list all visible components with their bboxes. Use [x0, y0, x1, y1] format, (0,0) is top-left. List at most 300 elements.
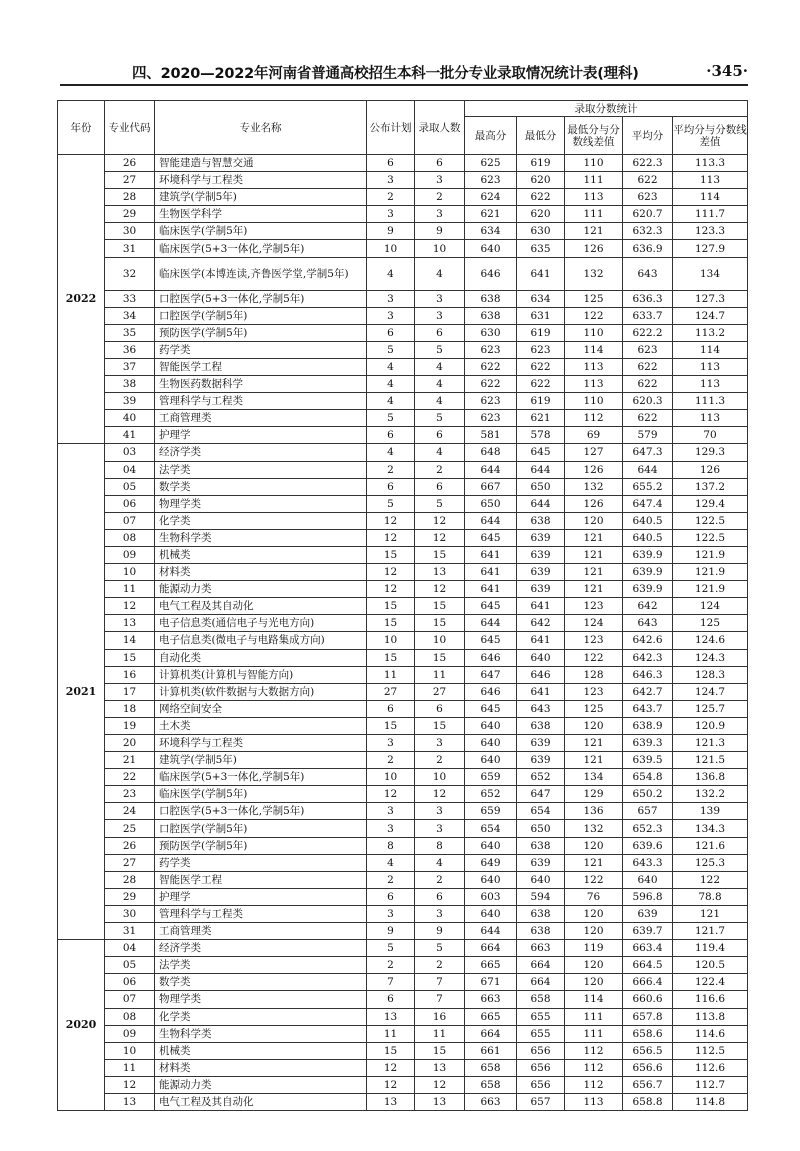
name-cell: 护理学: [155, 888, 367, 905]
table-row: [58, 615, 748, 632]
avg-cell: 620.3: [623, 393, 673, 410]
avg-cell: 640: [623, 871, 673, 888]
avg-diff-cell: 134.3: [673, 820, 748, 837]
admitted-cell: 4: [415, 376, 465, 393]
name-cell: 数学类: [155, 974, 367, 991]
avg-diff-cell: 125.7: [673, 700, 748, 717]
name-cell: 能源动力类: [155, 581, 367, 598]
min-cell: 641: [517, 632, 565, 649]
min-diff-cell: 113: [565, 1093, 623, 1110]
avg-cell: 647.4: [623, 495, 673, 512]
plan-cell: 2: [367, 752, 415, 769]
name-cell: 经济学类: [155, 444, 367, 461]
code-cell: 27: [105, 172, 155, 189]
avg-cell: 633.7: [623, 307, 673, 324]
min-diff-cell: 126: [565, 495, 623, 512]
admitted-cell: 5: [415, 940, 465, 957]
avg-cell: 622: [623, 376, 673, 393]
plan-cell: 4: [367, 393, 415, 410]
min-cell: 594: [517, 888, 565, 905]
col-min-header: 最低分: [517, 117, 565, 155]
plan-cell: 12: [367, 512, 415, 529]
admitted-cell: 10: [415, 240, 465, 257]
avg-diff-cell: 121.6: [673, 837, 748, 854]
max-cell: 663: [465, 991, 517, 1008]
avg-cell: 579: [623, 427, 673, 444]
min-diff-cell: 111: [565, 1025, 623, 1042]
min-diff-cell: 111: [565, 172, 623, 189]
name-cell: 口腔医学(5+3一体化,学制5年): [155, 803, 367, 820]
name-cell: 生物科学类: [155, 1025, 367, 1042]
min-diff-cell: 126: [565, 240, 623, 257]
admitted-cell: 15: [415, 649, 465, 666]
min-cell: 578: [517, 427, 565, 444]
min-diff-cell: 121: [565, 854, 623, 871]
table-row: [58, 581, 748, 598]
min-diff-cell: 76: [565, 888, 623, 905]
min-diff-cell: 121: [565, 564, 623, 581]
plan-cell: 3: [367, 307, 415, 324]
min-cell: 664: [517, 974, 565, 991]
min-diff-cell: 121: [565, 546, 623, 563]
admitted-cell: 6: [415, 888, 465, 905]
code-cell: 07: [105, 512, 155, 529]
name-cell: 材料类: [155, 1059, 367, 1076]
admitted-cell: 6: [415, 700, 465, 717]
max-cell: 645: [465, 598, 517, 615]
code-cell: 04: [105, 461, 155, 478]
table-row: [58, 752, 748, 769]
avg-cell: 650.2: [623, 786, 673, 803]
avg-diff-cell: 113: [673, 172, 748, 189]
plan-cell: 9: [367, 923, 415, 940]
name-cell: 化学类: [155, 1008, 367, 1025]
min-cell: 638: [517, 512, 565, 529]
table-row: [58, 683, 748, 700]
code-cell: 08: [105, 529, 155, 546]
avg-cell: 638.9: [623, 717, 673, 734]
max-cell: 641: [465, 581, 517, 598]
min-diff-cell: 128: [565, 666, 623, 683]
admitted-cell: 5: [415, 495, 465, 512]
name-cell: 临床医学(本博连读,齐鲁医学堂,学制5年): [155, 257, 367, 290]
avg-cell: 655.2: [623, 478, 673, 495]
code-cell: 09: [105, 1025, 155, 1042]
page-number: ·345·: [706, 62, 748, 80]
min-cell: 645: [517, 444, 565, 461]
min-cell: 639: [517, 581, 565, 598]
plan-cell: 4: [367, 444, 415, 461]
avg-cell: 622: [623, 410, 673, 427]
max-cell: 646: [465, 257, 517, 290]
avg-diff-cell: 122.5: [673, 529, 748, 546]
admitted-cell: 10: [415, 769, 465, 786]
plan-cell: 2: [367, 957, 415, 974]
avg-diff-cell: 124.7: [673, 683, 748, 700]
table-row: [58, 172, 748, 189]
admitted-cell: 3: [415, 172, 465, 189]
code-cell: 11: [105, 581, 155, 598]
code-cell: 18: [105, 700, 155, 717]
avg-diff-cell: 114.6: [673, 1025, 748, 1042]
max-cell: 663: [465, 1093, 517, 1110]
min-cell: 650: [517, 820, 565, 837]
name-cell: 建筑学(学制5年): [155, 752, 367, 769]
avg-diff-cell: 123.3: [673, 223, 748, 240]
table-row: [58, 189, 748, 206]
table-row: [58, 632, 748, 649]
admitted-cell: 13: [415, 1059, 465, 1076]
admitted-cell: 11: [415, 1025, 465, 1042]
code-cell: 08: [105, 1008, 155, 1025]
plan-cell: 15: [367, 717, 415, 734]
avg-diff-cell: 78.8: [673, 888, 748, 905]
max-cell: 648: [465, 444, 517, 461]
admitted-cell: 3: [415, 803, 465, 820]
table-row: [58, 155, 748, 172]
min-diff-cell: 123: [565, 632, 623, 649]
min-diff-cell: 120: [565, 905, 623, 922]
name-cell: 经济学类: [155, 940, 367, 957]
max-cell: 638: [465, 290, 517, 307]
min-cell: 641: [517, 598, 565, 615]
avg-diff-cell: 121.3: [673, 735, 748, 752]
plan-cell: 4: [367, 376, 415, 393]
avg-cell: 632.3: [623, 223, 673, 240]
max-cell: 645: [465, 632, 517, 649]
min-cell: 622: [517, 376, 565, 393]
max-cell: 581: [465, 427, 517, 444]
name-cell: 口腔医学(学制5年): [155, 820, 367, 837]
admitted-cell: 4: [415, 358, 465, 375]
code-cell: 40: [105, 410, 155, 427]
max-cell: 640: [465, 752, 517, 769]
avg-cell: 643.7: [623, 700, 673, 717]
code-cell: 05: [105, 957, 155, 974]
plan-cell: 2: [367, 871, 415, 888]
admitted-cell: 8: [415, 837, 465, 854]
max-cell: 623: [465, 172, 517, 189]
code-cell: 25: [105, 820, 155, 837]
min-diff-cell: 110: [565, 155, 623, 172]
avg-cell: 666.4: [623, 974, 673, 991]
name-cell: 机械类: [155, 546, 367, 563]
min-cell: 619: [517, 324, 565, 341]
table-row: [58, 341, 748, 358]
min-cell: 646: [517, 666, 565, 683]
table-row: [58, 1076, 748, 1093]
avg-diff-cell: 112.7: [673, 1076, 748, 1093]
avg-diff-cell: 129.4: [673, 495, 748, 512]
code-cell: 28: [105, 189, 155, 206]
avg-diff-cell: 111.7: [673, 206, 748, 223]
min-diff-cell: 122: [565, 307, 623, 324]
min-diff-cell: 122: [565, 871, 623, 888]
plan-cell: 6: [367, 427, 415, 444]
avg-diff-cell: 70: [673, 427, 748, 444]
admitted-cell: 3: [415, 820, 465, 837]
code-cell: 26: [105, 155, 155, 172]
avg-diff-cell: 113.2: [673, 324, 748, 341]
avg-diff-cell: 127.3: [673, 290, 748, 307]
plan-cell: 4: [367, 358, 415, 375]
name-cell: 智能医学工程: [155, 871, 367, 888]
min-diff-cell: 121: [565, 752, 623, 769]
name-cell: 工商管理类: [155, 410, 367, 427]
avg-diff-cell: 122.4: [673, 974, 748, 991]
avg-cell: 620.7: [623, 206, 673, 223]
plan-cell: 15: [367, 615, 415, 632]
min-cell: 620: [517, 206, 565, 223]
avg-diff-cell: 120.5: [673, 957, 748, 974]
code-cell: 32: [105, 257, 155, 290]
max-cell: 640: [465, 717, 517, 734]
name-cell: 预防医学(学制5年): [155, 837, 367, 854]
name-cell: 管理科学与工程类: [155, 905, 367, 922]
plan-cell: 8: [367, 837, 415, 854]
admitted-cell: 15: [415, 546, 465, 563]
min-diff-cell: 114: [565, 341, 623, 358]
max-cell: 638: [465, 307, 517, 324]
avg-cell: 646.3: [623, 666, 673, 683]
plan-cell: 7: [367, 974, 415, 991]
min-cell: 635: [517, 240, 565, 257]
plan-cell: 13: [367, 1093, 415, 1110]
plan-cell: 27: [367, 683, 415, 700]
code-cell: 31: [105, 240, 155, 257]
admission-table: [57, 100, 748, 1111]
code-cell: 35: [105, 324, 155, 341]
max-cell: 640: [465, 905, 517, 922]
plan-cell: 6: [367, 478, 415, 495]
admitted-cell: 4: [415, 393, 465, 410]
admitted-cell: 15: [415, 615, 465, 632]
avg-cell: 658.6: [623, 1025, 673, 1042]
avg-diff-cell: 113: [673, 410, 748, 427]
min-diff-cell: 121: [565, 581, 623, 598]
code-cell: 29: [105, 888, 155, 905]
avg-cell: 639.3: [623, 735, 673, 752]
name-cell: 口腔医学(学制5年): [155, 307, 367, 324]
plan-cell: 12: [367, 1059, 415, 1076]
max-cell: 644: [465, 615, 517, 632]
min-diff-cell: 113: [565, 189, 623, 206]
avg-cell: 636.3: [623, 290, 673, 307]
avg-cell: 622.3: [623, 155, 673, 172]
name-cell: 智能医学工程: [155, 358, 367, 375]
avg-diff-cell: 124.7: [673, 307, 748, 324]
year-cell: 2020: [58, 940, 105, 1111]
table-row: [58, 837, 748, 854]
admitted-cell: 12: [415, 529, 465, 546]
min-cell: 638: [517, 837, 565, 854]
avg-cell: 657.8: [623, 1008, 673, 1025]
plan-cell: 2: [367, 189, 415, 206]
min-diff-cell: 120: [565, 923, 623, 940]
avg-diff-cell: 114: [673, 189, 748, 206]
plan-cell: 12: [367, 1076, 415, 1093]
avg-diff-cell: 113.3: [673, 155, 748, 172]
min-cell: 639: [517, 854, 565, 871]
code-cell: 12: [105, 1076, 155, 1093]
admitted-cell: 3: [415, 290, 465, 307]
min-cell: 664: [517, 957, 565, 974]
min-diff-cell: 114: [565, 991, 623, 1008]
name-cell: 土木类: [155, 717, 367, 734]
code-cell: 22: [105, 769, 155, 786]
name-cell: 电子信息类(通信电子与光电方向): [155, 615, 367, 632]
plan-cell: 11: [367, 666, 415, 683]
min-cell: 623: [517, 341, 565, 358]
table-row: [58, 393, 748, 410]
code-cell: 05: [105, 478, 155, 495]
min-diff-cell: 113: [565, 358, 623, 375]
avg-cell: 643: [623, 257, 673, 290]
table-row: [58, 786, 748, 803]
max-cell: 623: [465, 341, 517, 358]
min-cell: 641: [517, 257, 565, 290]
code-cell: 39: [105, 393, 155, 410]
table-row: [58, 820, 748, 837]
max-cell: 650: [465, 495, 517, 512]
min-diff-cell: 112: [565, 1059, 623, 1076]
avg-cell: 656.6: [623, 1059, 673, 1076]
table-row: [58, 478, 748, 495]
min-cell: 621: [517, 410, 565, 427]
table-row: [58, 410, 748, 427]
plan-cell: 9: [367, 223, 415, 240]
avg-diff-cell: 114: [673, 341, 748, 358]
name-cell: 口腔医学(5+3一体化,学制5年): [155, 290, 367, 307]
admitted-cell: 3: [415, 307, 465, 324]
max-cell: 671: [465, 974, 517, 991]
table-row: [58, 461, 748, 478]
table-row: [58, 1093, 748, 1110]
plan-cell: 3: [367, 735, 415, 752]
admitted-cell: 11: [415, 666, 465, 683]
avg-diff-cell: 120.9: [673, 717, 748, 734]
table-row: [58, 1059, 748, 1076]
code-cell: 10: [105, 1042, 155, 1059]
plan-cell: 3: [367, 290, 415, 307]
table-row: [58, 666, 748, 683]
min-diff-cell: 125: [565, 290, 623, 307]
min-cell: 656: [517, 1059, 565, 1076]
admitted-cell: 6: [415, 427, 465, 444]
min-cell: 630: [517, 223, 565, 240]
avg-cell: 622: [623, 172, 673, 189]
avg-diff-cell: 111.3: [673, 393, 748, 410]
name-cell: 护理学: [155, 427, 367, 444]
avg-cell: 639.9: [623, 546, 673, 563]
min-cell: 647: [517, 786, 565, 803]
code-cell: 06: [105, 495, 155, 512]
admitted-cell: 27: [415, 683, 465, 700]
code-cell: 10: [105, 564, 155, 581]
min-cell: 638: [517, 717, 565, 734]
plan-cell: 3: [367, 172, 415, 189]
table-row: [58, 1008, 748, 1025]
avg-diff-cell: 128.3: [673, 666, 748, 683]
plan-cell: 5: [367, 410, 415, 427]
max-cell: 622: [465, 358, 517, 375]
max-cell: 658: [465, 1076, 517, 1093]
max-cell: 640: [465, 735, 517, 752]
plan-cell: 5: [367, 940, 415, 957]
table-row: [58, 991, 748, 1008]
plan-cell: 4: [367, 854, 415, 871]
max-cell: 623: [465, 410, 517, 427]
admitted-cell: 13: [415, 564, 465, 581]
name-cell: 计算机类(计算机与智能方向): [155, 666, 367, 683]
name-cell: 药学类: [155, 854, 367, 871]
avg-cell: 622: [623, 358, 673, 375]
min-diff-cell: 121: [565, 223, 623, 240]
admitted-cell: 4: [415, 257, 465, 290]
plan-cell: 12: [367, 564, 415, 581]
name-cell: 计算机类(软件数据与大数据方向): [155, 683, 367, 700]
min-cell: 640: [517, 649, 565, 666]
avg-cell: 623: [623, 341, 673, 358]
plan-cell: 15: [367, 546, 415, 563]
table-row: [58, 564, 748, 581]
max-cell: 659: [465, 803, 517, 820]
admitted-cell: 12: [415, 581, 465, 598]
table-row: [58, 957, 748, 974]
min-cell: 654: [517, 803, 565, 820]
min-cell: 622: [517, 358, 565, 375]
min-diff-cell: 110: [565, 324, 623, 341]
name-cell: 物理学类: [155, 495, 367, 512]
min-diff-cell: 112: [565, 1042, 623, 1059]
min-cell: 638: [517, 905, 565, 922]
avg-diff-cell: 112.5: [673, 1042, 748, 1059]
min-diff-cell: 125: [565, 700, 623, 717]
min-cell: 663: [517, 940, 565, 957]
table-row: [58, 700, 748, 717]
min-diff-cell: 112: [565, 410, 623, 427]
table-row: [58, 358, 748, 375]
avg-diff-cell: 121.9: [673, 564, 748, 581]
plan-cell: 4: [367, 257, 415, 290]
avg-diff-cell: 129.3: [673, 444, 748, 461]
name-cell: 临床医学(学制5年): [155, 786, 367, 803]
admitted-cell: 6: [415, 478, 465, 495]
name-cell: 化学类: [155, 512, 367, 529]
max-cell: 664: [465, 940, 517, 957]
min-diff-cell: 120: [565, 717, 623, 734]
avg-cell: 654.8: [623, 769, 673, 786]
min-diff-cell: 120: [565, 974, 623, 991]
admitted-cell: 7: [415, 974, 465, 991]
max-cell: 649: [465, 854, 517, 871]
max-cell: 665: [465, 957, 517, 974]
code-cell: 06: [105, 974, 155, 991]
admitted-cell: 2: [415, 461, 465, 478]
min-diff-cell: 124: [565, 615, 623, 632]
max-cell: 646: [465, 649, 517, 666]
min-diff-cell: 113: [565, 376, 623, 393]
col-name-header: 专业名称: [155, 101, 367, 155]
table-row: [58, 529, 748, 546]
avg-diff-cell: 112.6: [673, 1059, 748, 1076]
admitted-cell: 5: [415, 410, 465, 427]
max-cell: 630: [465, 324, 517, 341]
code-cell: 23: [105, 786, 155, 803]
name-cell: 环境科学与工程类: [155, 172, 367, 189]
code-cell: 38: [105, 376, 155, 393]
max-cell: 634: [465, 223, 517, 240]
